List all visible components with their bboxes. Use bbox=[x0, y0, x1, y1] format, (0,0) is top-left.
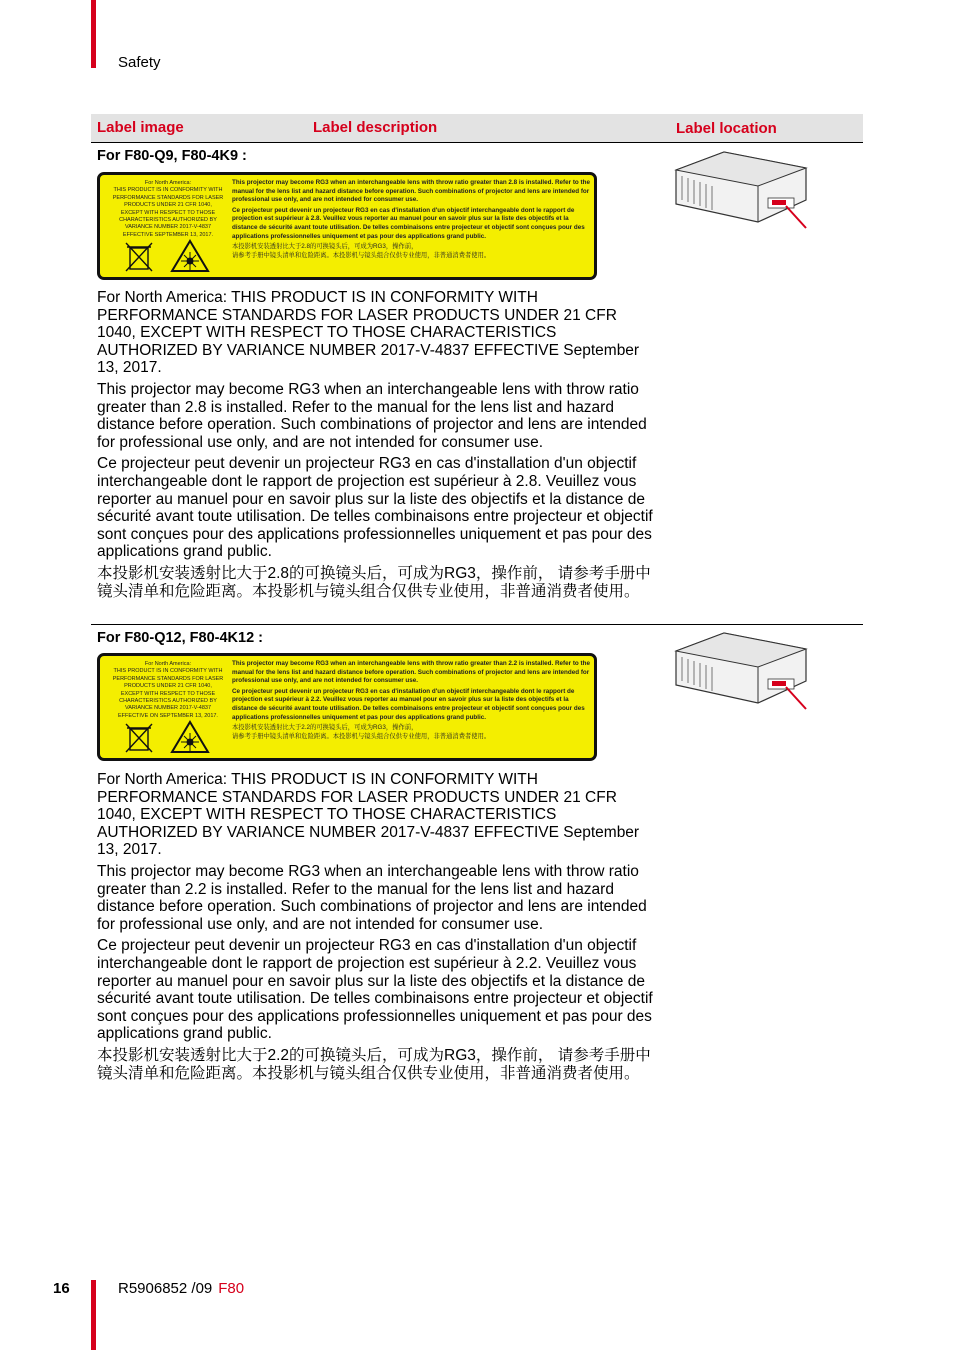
paragraph: Ce projecteur peut devenir un projecteur RG3 en cas d'installation d'un objectif interchangeable dont le rapport de projection est supérieur à 2.8. Veuillez vous reporter au manuel pour en savoir plus sur la liste des objectifs et la distance de sécurité avant toute utilisation. De telles combinaisons entre projecteur et objectif sont conçues pour des applications professionnelles uniquement et pas pour des applications grand public. bbox=[97, 455, 653, 561]
recycling-bin-icon bbox=[126, 724, 152, 752]
header-red-bar bbox=[91, 0, 96, 68]
col-label-description: Label description bbox=[313, 119, 438, 136]
section-2-title: For F80-Q12, F80-4K12 : bbox=[97, 630, 263, 646]
label-1-warning-text: This projector may become RG3 when an interchangeable lens with throw ratio greater than 2.8 is installed. Refer to the manual for the lens list and hazard distance before operation. Such combinations of projector and lens are intended for professional use only, and are not intended for consumer use. Ce projecteur peut devenir un projecteur RG3 en cas d'installation d'un objectif interchangeable dont le rapport de projection est supérieur à 2.8. Veuillez vous reporter au manuel pour en savoir plus sur la liste des objectifs et la distance de sécurité avant toute utilisation. De telles combinaisons entre projecteur et objectif sont conçues pour des applications professionnelles uniquement et pas pour des applications grand public. 本投影机安装透射比大于2.8的可换镜头后，可成为RG3，操作前， 请参考手册中镜头清单和危险距离。本投影机与镜头组合仅供专业使用，非普通消费者使用。 bbox=[232, 179, 590, 259]
location-arrow-icon bbox=[786, 206, 806, 228]
location-arrow-icon bbox=[786, 687, 806, 709]
recycling-bin-icon bbox=[126, 243, 152, 271]
col-label-image: Label image bbox=[97, 119, 184, 136]
laser-label-2 bbox=[97, 653, 597, 761]
model-name: F80 bbox=[218, 1280, 245, 1297]
label-1-icons bbox=[124, 239, 210, 278]
laser-warning-icon bbox=[172, 722, 208, 752]
projector-illustration-2 bbox=[672, 629, 810, 716]
label-2-icons bbox=[124, 720, 210, 759]
paragraph: This projector may become RG3 when an interchangeable lens with throw ratio greater than 2.8 is installed. Refer to the manual for the lens list and hazard distance before operation. Such combinations of projector and lens are intended for professional use only, and are not intended for consumer use. bbox=[97, 380, 647, 451]
footer-doc-info bbox=[118, 1280, 244, 1297]
laser-label-1 bbox=[97, 172, 597, 280]
section-2-description bbox=[97, 771, 657, 1086]
paragraph: For North America: THIS PRODUCT IS IN CONFORMITY WITH PERFORMANCE STANDARDS FOR LASER PRODUCTS UNDER 21 CFR 1040, EXCEPT WITH RESPECT TO THOSE CHARACTERISTICS AUTHORIZED BY VARIANCE NUMBER 2017-V-4837 EFFECTIVE September 13, 2017. bbox=[97, 771, 640, 859]
page-number: 16 bbox=[53, 1280, 70, 1297]
label-1-north-america-text: For North America: THIS PRODUCT IS IN CONFORMITY WITH PERFORMANCE STANDARDS FOR LASER PRODUCTS UNDER 21 CFR 1040, EXCEPT WITH RESPECT TO THOSE CHARACTERISTICS AUTHORIZED BY VARIANCE NUMBER 2017-V-4837 EFFECTIVE SEPTEMBER 13, 2017. bbox=[112, 180, 224, 238]
section-1-description bbox=[97, 289, 657, 604]
paragraph: 本投影机安装透射比大于2.8的可换镜头后，可成为RG3，操作前， 请参考手册中镜头清单和危险距离。本投影机与镜头组合仅供专业使用，非普通消费者使用。 bbox=[97, 564, 651, 600]
laser-warning-icon bbox=[172, 241, 208, 271]
doc-number: R5906852 /09 bbox=[118, 1280, 213, 1297]
section-1-title: For F80-Q9, F80-4K9 : bbox=[97, 148, 247, 164]
paragraph: Ce projecteur peut devenir un projecteur RG3 en cas d'installation d'un objectif interchangeable dont le rapport de projection est supérieur à 2.2. Veuillez vous reporter au manuel pour en savoir plus sur la liste des objectifs et la distance de sécurité avant toute utilisation. De telles combinaisons entre projecteur et objectif sont conçues pour des applications professionnelles uniquement et pas pour des applications grand public. bbox=[97, 937, 653, 1043]
section-divider bbox=[91, 624, 863, 625]
col-label-location: Label location bbox=[676, 120, 777, 137]
section-title: Safety bbox=[118, 54, 161, 71]
table-header bbox=[91, 114, 863, 143]
paragraph: 本投影机安装透射比大于2.2的可换镜头后，可成为RG3，操作前， 请参考手册中镜头清单和危险距离。本投影机与镜头组合仅供专业使用，非普通消费者使用。 bbox=[97, 1046, 651, 1082]
footer-red-bar bbox=[91, 1280, 96, 1350]
paragraph: This projector may become RG3 when an interchangeable lens with throw ratio greater than 2.2 is installed. Refer to the manual for the lens list and hazard distance before operation. Such combinations of projector and lens are intended for professional use only, and are not intended for consumer use. bbox=[97, 862, 647, 933]
paragraph: For North America: THIS PRODUCT IS IN CONFORMITY WITH PERFORMANCE STANDARDS FOR LASER PRODUCTS UNDER 21 CFR 1040, EXCEPT WITH RESPECT TO THOSE CHARACTERISTICS AUTHORIZED BY VARIANCE NUMBER 2017-V-4837 EFFECTIVE September 13, 2017. bbox=[97, 289, 640, 377]
label-2-north-america-text: For North America: THIS PRODUCT IS IN CONFORMITY WITH PERFORMANCE STANDARDS FOR LASER PRODUCTS UNDER 21 CFR 1040, EXCEPT WITH RESPECT TO THOSE CHARACTERISTICS AUTHORIZED BY VARIANCE NUMBER 2017-V-4837 EFFECTIVE ON SEPTEMBER 13, 2017. bbox=[112, 661, 224, 719]
projector-illustration-1 bbox=[672, 148, 810, 235]
label-2-warning-text: This projector may become RG3 when an interchangeable lens with throw ratio greater than 2.2 is installed. Refer to the manual for the lens list and hazard distance before operation. Such combinations of projector and lens are intended for professional use only, and are not intended for consumer use. Ce projecteur peut devenir un projecteur RG3 en cas d'installation d'un objectif interchangeable dont le rapport de projection est supérieur à 2.2. Veuillez vous reporter au manuel pour en savoir plus sur la liste des objectifs et la distance de sécurité avant toute utilisation. De telles combinaisons entre projecteur et objectif sont conçues pour des applications professionnelles uniquement et pas pour des applications grand public. 本投影机安装透射比大于2.2的可换镜头后，可成为RG3，操作前， 请参考手册中镜头清单和危险距离。本投影机与镜头组合仅供专业使用，非普通消费者使用。 bbox=[232, 660, 590, 740]
